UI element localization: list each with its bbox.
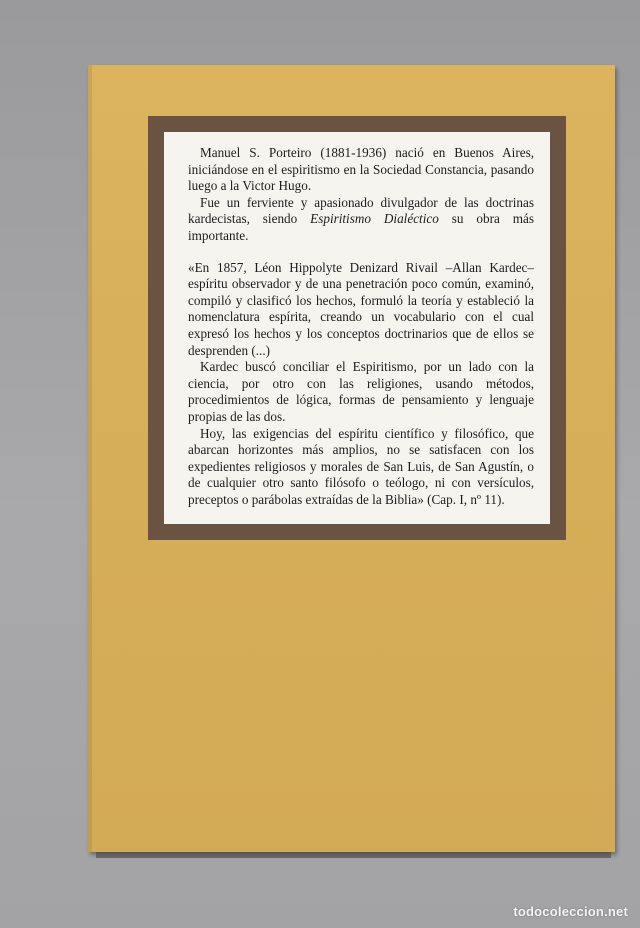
text-panel (164, 132, 550, 524)
quote-paragraph-1: «En 1857, Léon Hippolyte Denizard Rivail –Allan Kardec– espíritu observador y de una penetración poco común, examinó, compiló y clasificó los hechos, formuló la teoría y estableció la nomenclatura espírita, creando un vocabulario con el cual expresó los hechos y los conceptos doctrinarios que de ellos se desprenden (...) (188, 259, 534, 358)
cover-edge (88, 65, 92, 852)
text-frame (148, 116, 566, 540)
bio-text-pre: Fue un ferviente y apasionado divulgador de las doctrinas kardecistas, siendo (188, 194, 534, 227)
quote-paragraph-2: Kardec buscó conciliar el Espiritismo, por un lado con la ciencia, por otro con las religiones, usando métodos, procedimientos de lógica, formas de pensamiento y lenguaje propias de las dos. (188, 359, 534, 424)
watermark-text: todocoleccion.net (513, 904, 628, 919)
bio-text-post: su obra más importante. (188, 211, 534, 243)
bio-paragraph-1: Manuel S. Porteiro (1881-1936) nació en Buenos Aires, iniciándose en el espiritismo en la Sociedad Constancia, pasando luego a la Victor Hugo. (188, 145, 534, 194)
book-title-italic: Espiritismo Dialéctico (310, 211, 439, 227)
bio-paragraph-2 (188, 195, 534, 245)
paragraph-gap (188, 245, 534, 260)
book-shadow (96, 852, 611, 858)
quote-paragraph-3: Hoy, las exigencias del espíritu científico y filosófico, que abarcan horizontes más amplios, no se satisfacen con los expedientes religiosos y morales de San Luis, de San Agustín, o de cualquier otro santo filósofo o teólogo, ni con versículos, preceptos o parábolas extraídas de la Biblia» (Cap. I, nº 11). (188, 425, 534, 507)
